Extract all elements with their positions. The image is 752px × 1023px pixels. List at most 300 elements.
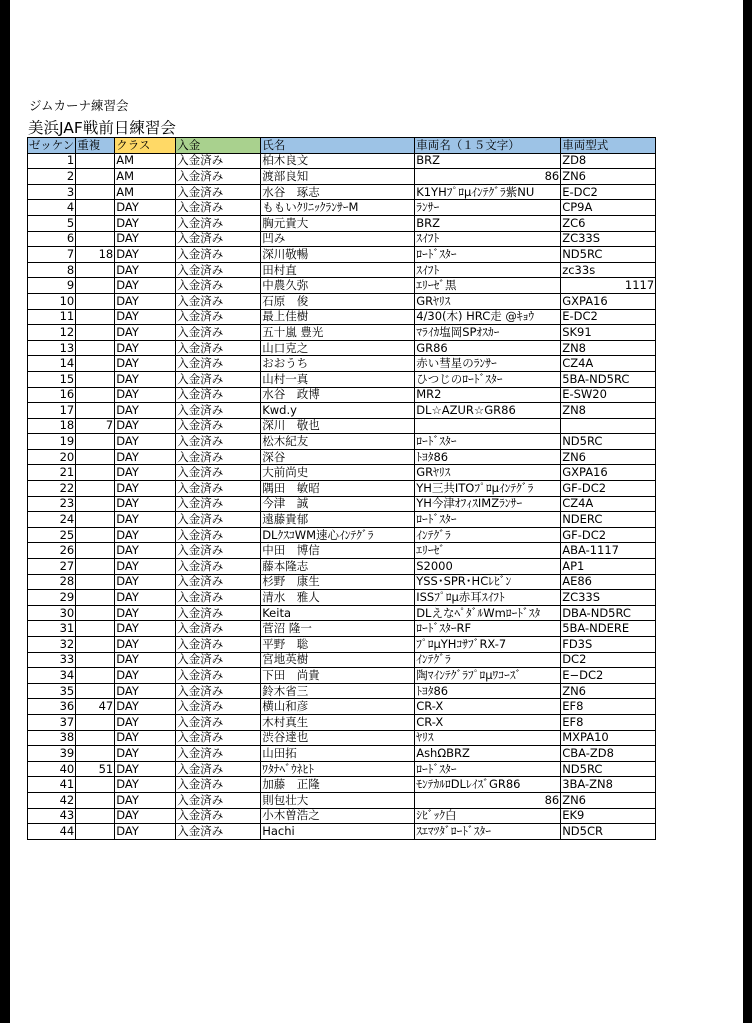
cell-car-model [561,418,656,434]
cell-car-name: AshΩBRZ [415,746,561,762]
cell-class: DAY [115,215,176,231]
cell-car-model: 1117 [561,278,656,294]
cell-number: 16 [28,387,76,403]
cell-payment: 入金済み [176,824,261,840]
cell-car-model: ZC33S [561,231,656,247]
cell-payment: 入金済み [176,356,261,372]
cell-car-model: GF-DC2 [561,527,656,543]
cell-car-name: ﾛｰﾄﾞｽﾀｰ [415,247,561,263]
cell-payment: 入金済み [176,481,261,497]
cell-car-name: ﾓﾝﾃｶﾙﾛDLﾚｲｽﾞGR86 [415,777,561,793]
cell-class: DAY [115,652,176,668]
cell-car-model: NDERC [561,512,656,528]
cell-duplicate [76,184,115,200]
cell-car-name: CR-X [415,699,561,715]
cell-number: 39 [28,746,76,762]
cell-number: 35 [28,683,76,699]
cell-number: 27 [28,559,76,575]
cell-class: DAY [115,481,176,497]
cell-name: 遠藤貴郁 [261,512,415,528]
cell-name: 渋谷達也 [261,730,415,746]
cell-duplicate [76,559,115,575]
cell-car-model: MXPA10 [561,730,656,746]
cell-name: Kwd.y [261,403,415,419]
table-row [28,356,656,372]
cell-car-name: ISSﾌﾟﾛμ赤耳ｽｲﾌﾄ [415,590,561,606]
cell-class: DAY [115,325,176,341]
cell-class: DAY [115,808,176,824]
cell-payment: 入金済み [176,652,261,668]
cell-duplicate [76,169,115,185]
cell-car-name: YSS･SPR･HCﾚﾋﾞﾝ [415,574,561,590]
cell-car-model: GXPA16 [561,293,656,309]
cell-number: 5 [28,215,76,231]
header-car-name: 車両名（１５文字） [415,138,561,154]
cell-class: DAY [115,418,176,434]
cell-name: 山田拓 [261,746,415,762]
cell-number: 13 [28,340,76,356]
table-row [28,824,656,840]
cell-payment: 入金済み [176,262,261,278]
cell-payment: 入金済み [176,496,261,512]
cell-class: DAY [115,668,176,684]
cell-class: DAY [115,605,176,621]
cell-duplicate [76,621,115,637]
cell-number: 23 [28,496,76,512]
cell-duplicate [76,403,115,419]
cell-payment: 入金済み [176,637,261,653]
table-row [28,465,656,481]
cell-car-name: CR-X [415,714,561,730]
cell-car-name: DL☆AZUR☆GR86 [415,403,561,419]
cell-car-model: ZD8 [561,153,656,169]
cell-payment: 入金済み [176,527,261,543]
cell-car-name: GRﾔﾘｽ [415,293,561,309]
cell-number: 18 [28,418,76,434]
cell-duplicate: 47 [76,699,115,715]
cell-duplicate: 51 [76,761,115,777]
cell-class: DAY [115,777,176,793]
cell-car-model: ND5RC [561,761,656,777]
cell-class: DAY [115,574,176,590]
table-row [28,543,656,559]
cell-payment: 入金済み [176,730,261,746]
cell-payment: 入金済み [176,449,261,465]
cell-car-model: CP9A [561,200,656,216]
cell-payment: 入金済み [176,714,261,730]
cell-car-model: E-DC2 [561,309,656,325]
table-row [28,808,656,824]
cell-name: 小木曽浩之 [261,808,415,824]
cell-car-model: GF-DC2 [561,481,656,497]
table-row [28,449,656,465]
cell-duplicate [76,496,115,512]
cell-class: DAY [115,293,176,309]
table-row [28,527,656,543]
cell-car-name: MR2 [415,387,561,403]
cell-payment: 入金済み [176,792,261,808]
cell-name: おおうち [261,356,415,372]
cell-car-name: YH三共ITOﾌﾟﾛμｲﾝﾃｸﾞﾗ [415,481,561,497]
cell-number: 3 [28,184,76,200]
cell-class: DAY [115,434,176,450]
cell-name: ﾜﾀﾅﾍﾞｳﾈﾋﾄ [261,761,415,777]
cell-number: 8 [28,262,76,278]
cell-duplicate [76,808,115,824]
table-row [28,371,656,387]
cell-class: DAY [115,683,176,699]
cell-car-name: YH今津ｵﾌｨｽIMZﾗﾝｻｰ [415,496,561,512]
cell-duplicate [76,262,115,278]
cell-name: 田村直 [261,262,415,278]
cell-class: DAY [115,465,176,481]
table-row [28,169,656,185]
cell-class: DAY [115,559,176,575]
cell-payment: 入金済み [176,169,261,185]
cell-class: DAY [115,262,176,278]
cell-class: DAY [115,387,176,403]
cell-duplicate [76,387,115,403]
table-row [28,153,656,169]
cell-payment: 入金済み [176,153,261,169]
cell-car-name: BRZ [415,215,561,231]
table-row [28,215,656,231]
cell-number: 38 [28,730,76,746]
cell-car-name: BRZ [415,153,561,169]
cell-car-model: CZ4A [561,496,656,512]
cell-car-model: EK9 [561,808,656,824]
cell-class: AM [115,153,176,169]
cell-name: 中農久弥 [261,278,415,294]
cell-class: DAY [115,527,176,543]
cell-name: Hachi [261,824,415,840]
cell-duplicate [76,325,115,341]
cell-car-name: S2000 [415,559,561,575]
cell-duplicate [76,200,115,216]
cell-duplicate [76,730,115,746]
table-row [28,699,656,715]
cell-car-model: DC2 [561,652,656,668]
cell-name: 下田 尚貴 [261,668,415,684]
cell-class: AM [115,184,176,200]
cell-payment: 入金済み [176,605,261,621]
cell-number: 41 [28,777,76,793]
cell-class: DAY [115,340,176,356]
cell-payment: 入金済み [176,434,261,450]
cell-class: DAY [115,449,176,465]
cell-class: DAY [115,496,176,512]
cell-car-model: E-SW20 [561,387,656,403]
cell-name: 水谷 琢志 [261,184,415,200]
document-title: 美浜JAF戦前日練習会 [28,119,176,137]
cell-class: DAY [115,309,176,325]
cell-name: 横山和彦 [261,699,415,715]
cell-number: 22 [28,481,76,497]
cell-duplicate [76,652,115,668]
cell-name: 中田 博信 [261,543,415,559]
header-number: ゼッケン [29,137,75,152]
cell-name: 最上佳樹 [261,309,415,325]
cell-car-name: ﾄﾖﾀ86 [415,449,561,465]
cell-duplicate [76,527,115,543]
cell-duplicate [76,356,115,372]
cell-car-name: 4/30(木) HRC走 @ｷｮｳ [415,309,561,325]
cell-car-name: 陶ﾏｲﾝﾃｸﾞﾗﾌﾟﾛμﾜｺｰｽﾞ [415,668,561,684]
cell-duplicate [76,824,115,840]
cell-payment: 入金済み [176,699,261,715]
cell-duplicate [76,153,115,169]
cell-duplicate [76,714,115,730]
cell-name: 加藤 正隆 [261,777,415,793]
table-row [28,293,656,309]
cell-duplicate [76,574,115,590]
cell-name: 杉野 康生 [261,574,415,590]
cell-duplicate [76,792,115,808]
cell-class: DAY [115,543,176,559]
cell-number: 31 [28,621,76,637]
cell-number: 29 [28,590,76,606]
cell-car-model: GXPA16 [561,465,656,481]
cell-payment: 入金済み [176,512,261,528]
table-header-row [28,138,656,154]
cell-duplicate [76,683,115,699]
cell-number: 14 [28,356,76,372]
cell-payment: 入金済み [176,777,261,793]
cell-number: 30 [28,605,76,621]
cell-car-model: SK91 [561,325,656,341]
table-row [28,325,656,341]
table-row [28,761,656,777]
cell-class: AM [115,169,176,185]
cell-car-name [415,418,561,434]
cell-car-model: CZ4A [561,356,656,372]
cell-duplicate: 7 [76,418,115,434]
header-name: 氏名 [261,138,415,154]
cell-name: DLｸｽｺWM速心ｲﾝﾃｸﾞﾗ [261,527,415,543]
cell-name: 山村一真 [261,371,415,387]
cell-number: 6 [28,231,76,247]
cell-car-model: 5BA-NDERE [561,621,656,637]
cell-class: DAY [115,356,176,372]
cell-class: DAY [115,699,176,715]
cell-car-name: ﾛｰﾄﾞｽﾀｰ [415,512,561,528]
cell-name: 胸元貴大 [261,215,415,231]
cell-name: 藤本隆志 [261,559,415,575]
cell-car-name: 86 [415,792,561,808]
cell-name: 今津 誠 [261,496,415,512]
cell-car-model: 3BA-ZN8 [561,777,656,793]
table-row [28,403,656,419]
cell-payment: 入金済み [176,403,261,419]
cell-payment: 入金済み [176,200,261,216]
table-row [28,683,656,699]
cell-car-model: ZC33S [561,590,656,606]
cell-car-name: ｽｲﾌﾄ [415,262,561,278]
table-row [28,496,656,512]
table-row [28,792,656,808]
table-row [28,637,656,653]
table-row [28,340,656,356]
table-row [28,418,656,434]
cell-duplicate [76,371,115,387]
cell-payment: 入金済み [176,387,261,403]
table-row [28,559,656,575]
table-row [28,200,656,216]
cell-duplicate [76,309,115,325]
cell-duplicate [76,512,115,528]
cell-number: 17 [28,403,76,419]
cell-payment: 入金済み [176,683,261,699]
cell-car-model: E−DC2 [561,668,656,684]
cell-name: 柏木良文 [261,153,415,169]
table-row [28,652,656,668]
cell-car-name: 赤い彗星のﾗﾝｻｰ [415,356,561,372]
cell-number: 20 [28,449,76,465]
cell-duplicate [76,449,115,465]
cell-duplicate [76,543,115,559]
table-row [28,668,656,684]
cell-name: 水谷 政博 [261,387,415,403]
cell-name: 宮地英樹 [261,652,415,668]
table-row [28,481,656,497]
table-row [28,777,656,793]
cell-name: 鈴木省三 [261,683,415,699]
table-row [28,262,656,278]
cell-number: 2 [28,169,76,185]
cell-number: 42 [28,792,76,808]
cell-car-name: ｴﾘｰｾﾞ黒 [415,278,561,294]
cell-name: 石原 俊 [261,293,415,309]
table-row [28,387,656,403]
cell-number: 44 [28,824,76,840]
cell-car-name: 86 [415,169,561,185]
cell-name: ももいｸﾘﾆｯｸﾗﾝｻｰM [261,200,415,216]
table-row [28,746,656,762]
cell-name: Keita [261,605,415,621]
header-payment: 入金 [176,138,261,154]
cell-car-model: AP1 [561,559,656,575]
cell-number: 28 [28,574,76,590]
cell-car-model: zc33s [561,262,656,278]
table-row [28,730,656,746]
cell-payment: 入金済み [176,559,261,575]
cell-payment: 入金済み [176,543,261,559]
cell-payment: 入金済み [176,808,261,824]
cell-class: DAY [115,637,176,653]
cell-number: 15 [28,371,76,387]
cell-class: DAY [115,278,176,294]
cell-car-name: ｽｲﾌﾄ [415,231,561,247]
cell-number: 11 [28,309,76,325]
cell-payment: 入金済み [176,325,261,341]
cell-duplicate [76,481,115,497]
cell-car-model: CBA-ZD8 [561,746,656,762]
entry-table [27,137,656,840]
cell-car-name: ﾌﾟﾛμYHｺｻﾌﾞRX-7 [415,637,561,653]
cell-car-model: ZN8 [561,403,656,419]
cell-car-name: K1YHﾌﾟﾛμｲﾝﾃｸﾞﾗ紫NU [415,184,561,200]
cell-class: DAY [115,746,176,762]
cell-number: 9 [28,278,76,294]
table-row [28,434,656,450]
cell-payment: 入金済み [176,668,261,684]
cell-car-model: ZN6 [561,792,656,808]
cell-class: DAY [115,621,176,637]
cell-car-name: ｲﾝﾃｸﾞﾗ [415,652,561,668]
cell-number: 32 [28,637,76,653]
cell-class: DAY [115,730,176,746]
table-row [28,574,656,590]
table-row [28,605,656,621]
cell-car-model: ABA-1117 [561,543,656,559]
cell-car-model: EF8 [561,699,656,715]
cell-duplicate [76,637,115,653]
cell-car-model: E-DC2 [561,184,656,200]
cell-payment: 入金済み [176,247,261,263]
cell-class: DAY [115,512,176,528]
cell-class: DAY [115,761,176,777]
table-row [28,184,656,200]
cell-number: 19 [28,434,76,450]
cell-duplicate [76,293,115,309]
cell-car-name: ひつじのﾛｰﾄﾞｽﾀｰ [415,371,561,387]
cell-name: 則包壮大 [261,792,415,808]
header-duplicate: 重複 [76,138,115,154]
cell-number: 24 [28,512,76,528]
cell-class: DAY [115,824,176,840]
cell-car-model: DBA-ND5RC [561,605,656,621]
cell-class: DAY [115,200,176,216]
cell-class: DAY [115,403,176,419]
cell-duplicate [76,278,115,294]
cell-payment: 入金済み [176,574,261,590]
cell-name: 菅沼 隆一 [261,621,415,637]
cell-payment: 入金済み [176,746,261,762]
cell-car-model: ZN6 [561,449,656,465]
cell-duplicate [76,590,115,606]
cell-payment: 入金済み [176,465,261,481]
header-car-model: 車両型式 [561,138,656,154]
cell-number: 25 [28,527,76,543]
cell-car-name: ﾄﾖﾀ86 [415,683,561,699]
cell-payment: 入金済み [176,184,261,200]
cell-name: 深谷 [261,449,415,465]
cell-car-name: ﾏﾗｲｶ塩岡SPｵｽｶｰ [415,325,561,341]
cell-number: 33 [28,652,76,668]
table-row [28,512,656,528]
cell-number: 26 [28,543,76,559]
cell-number: 7 [28,247,76,263]
cell-car-model: 5BA-ND5RC [561,371,656,387]
cell-class: DAY [115,792,176,808]
cell-duplicate: 18 [76,247,115,263]
table-row [28,247,656,263]
cell-payment: 入金済み [176,590,261,606]
cell-car-name: ﾔﾘｽ [415,730,561,746]
cell-number: 37 [28,714,76,730]
cell-number: 36 [28,699,76,715]
cell-car-name: ﾛｰﾄﾞｽﾀｰ [415,761,561,777]
cell-duplicate [76,340,115,356]
cell-car-model: ND5RC [561,247,656,263]
cell-payment: 入金済み [176,293,261,309]
cell-name: 松木紀友 [261,434,415,450]
cell-number: 43 [28,808,76,824]
cell-car-model: ZC6 [561,215,656,231]
cell-duplicate [76,215,115,231]
cell-duplicate [76,777,115,793]
cell-class: DAY [115,371,176,387]
